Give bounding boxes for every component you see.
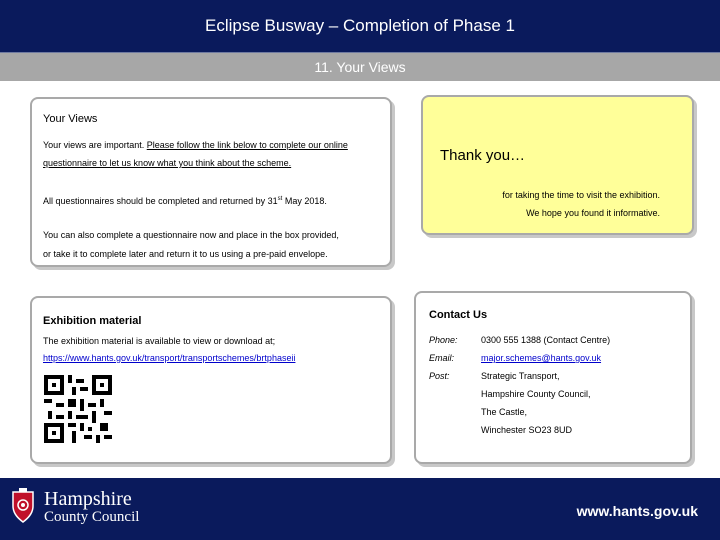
your-views-card [30,97,392,267]
phone-label: Phone: [429,335,458,345]
page-title: Eclipse Busway – Completion of Phase 1 [205,16,515,35]
deadline-sup: st [277,196,283,202]
exhibition-link[interactable]: https://www.hants.gov.uk/transport/transportschemes/brtphaseii [43,353,296,363]
thank-you-card [421,95,694,235]
qr-code-icon [44,375,112,443]
phone-value: 0300 555 1388 (Contact Centre) [481,335,611,345]
email-label: Email: [429,353,455,363]
exhibition-heading: Exhibition material [43,315,142,327]
exhibition-card [30,296,392,464]
logo-line-1: Hampshire [44,488,132,510]
section-title: 11. Your Views [314,59,406,75]
email-link[interactable]: major.schemes@hants.gov.uk [481,353,602,363]
address-line-3: The Castle, [481,407,528,417]
your-views-heading: Your Views [43,113,98,125]
contact-heading: Contact Us [429,309,488,321]
intro-link-line2[interactable]: questionnaire to let us know what you think about the scheme. [43,158,292,168]
title-bar [0,0,720,53]
deadline-post: May 2018. [282,196,327,206]
address-line-4: Winchester SO23 8UD [481,425,573,435]
footer-website-link[interactable]: www.hants.gov.uk [576,503,698,519]
logo-line-2: County Council [44,509,140,525]
contact-card [414,291,692,464]
hampshire-crest-icon [10,488,36,524]
alt-line-2: or take it to complete later and return it to us using a pre-paid envelope. [43,249,328,259]
deadline-pre: All questionnaires should be completed and returned by 31 [43,196,278,206]
deadline-text [43,193,327,207]
your-views-intro [43,139,388,151]
address-line-2: Hampshire County Council, [481,389,591,399]
section-bar [0,53,720,81]
intro-link-line1[interactable]: Please follow the link below to complete our online [146,140,348,150]
alt-line-1: You can also complete a questionnaire now and place in the box provided, [43,230,339,240]
thank-you-line-1: for taking the time to visit the exhibition. [502,190,660,200]
address-line-1: Strategic Transport, [481,371,560,381]
footer-bar [0,478,720,540]
exhibition-text: The exhibition material is available to view or download at; [43,336,276,346]
thank-you-line-2: We hope you found it informative. [526,208,660,218]
intro-text: Your views are important. [43,140,147,150]
thank-you-heading: Thank you… [440,147,526,164]
post-label: Post: [429,371,450,381]
